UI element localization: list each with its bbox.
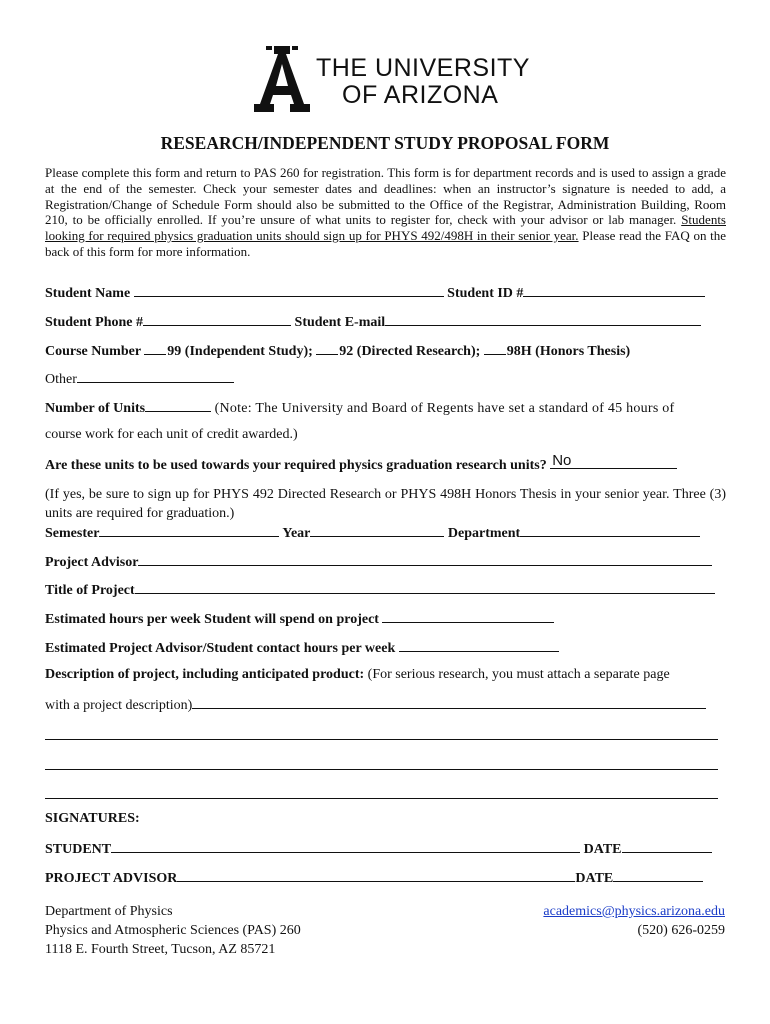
intro-underlined-note: Students looking for required physics graduation units should sign up for PHYS 492/498H in their senior year. [45,212,726,244]
advisor-date-label: DATE [575,871,614,886]
intro-faq: Please read the FAQ on the back of this form for more information. [45,228,726,259]
advisor-date-field[interactable] [613,869,703,882]
student-date-label: DATE [583,842,622,857]
description-field-3[interactable] [45,769,718,770]
description-note-2: with a project description) [45,698,193,713]
description-label: Description of project, including anticipated product: [45,667,365,682]
other-label: Other [45,372,77,387]
row-description [45,667,670,683]
row-est-contact [45,639,559,657]
course-92-blank[interactable] [316,342,338,355]
university-logo [252,44,530,114]
row-semester [45,524,700,542]
row-description-2 [45,696,706,714]
course-number-label: Course Number [45,344,141,359]
row-advisor-signature [45,869,703,887]
description-field-2[interactable] [45,739,718,740]
row-project-advisor [45,553,712,571]
row-number-of-units [45,399,674,417]
grad-units-field[interactable] [550,452,677,469]
student-name-label: Student Name [45,286,131,301]
units-note-line-2: course work for each unit of credit awarded.) [45,427,298,442]
student-id-field[interactable] [523,284,705,297]
description-field-1[interactable] [192,696,706,709]
footer-contact [543,902,725,940]
semester-label: Semester [45,526,100,541]
row-course-number [45,342,630,360]
grad-units-question: Are these units to be used towards your required physics graduation research units? [45,458,547,473]
row-student-signature [45,840,712,858]
course-99-option: 99 (Independent Study); [167,344,313,359]
year-label: Year [282,526,311,541]
footer-address [45,902,301,959]
est-hours-field[interactable] [382,610,554,623]
advisor-signature-field[interactable] [177,869,575,882]
logo-line-1: THE UNIVERSITY [316,54,530,82]
student-id-label: Student ID # [447,286,524,301]
intro-text: Please complete this form and return to PAS 260 for registration. This form is for department records and is used to assign a grade at the end of the semester. Check your semester dates and deadlines: when an instructor’s signature is needed to add, a Registration/Change of Schedule Form should also be submitted to the Office of the Registrar, Administration Building, Room 210, to be officially enrolled. If you’re unsure of what units to register for, check with your advisor or lab manager. [45,165,726,228]
footer-bldg: Physics and Atmospheric Sciences (PAS) 260 [45,923,301,938]
row-title-of-project [45,581,715,599]
footer-dept: Department of Physics [45,904,173,919]
units-note: (Note: The University and Board of Regents have set a standard of 45 hours of [214,401,675,416]
year-field[interactable] [310,524,444,537]
row-grad-units [45,452,677,474]
course-99-blank[interactable] [144,342,166,355]
row-student-phone [45,313,701,331]
course-98h-option: 98H (Honors Thesis) [506,344,631,359]
description-note: (For serious research, you must attach a separate page [367,667,670,682]
grad-units-note: (If yes, be sure to sign up for PHYS 492 Directed Research or PHYS 498H Honors Thesis in your senior year. Three (3) units are required for graduation.) [45,487,726,521]
department-field[interactable] [520,524,700,537]
form-title: RESEARCH/INDEPENDENT STUDY PROPOSAL FORM [160,133,610,153]
student-signature-field[interactable] [111,840,580,853]
arizona-a-logo-icon [252,46,312,112]
project-advisor-field[interactable] [138,553,712,566]
signatures-heading: SIGNATURES: [45,811,140,826]
description-field-4[interactable] [45,798,718,799]
intro-paragraph [45,165,726,260]
row-other [45,370,234,388]
number-of-units-field[interactable] [145,399,211,412]
title-of-project-field[interactable] [135,581,715,594]
grad-units-value: No [552,452,572,469]
est-contact-field[interactable] [399,639,559,652]
title-of-project-label: Title of Project [45,583,135,598]
row-est-hours [45,610,554,628]
course-98h-blank[interactable] [484,342,506,355]
est-hours-label: Estimated hours per week Student will spend on project [45,612,379,627]
student-date-field[interactable] [622,840,712,853]
est-contact-label: Estimated Project Advisor/Student contact hours per week [45,641,396,656]
number-of-units-label: Number of Units [45,401,146,416]
student-name-field[interactable] [134,284,444,297]
course-92-option: 92 (Directed Research); [339,344,481,359]
department-label: Department [447,526,521,541]
row-student-name [45,284,705,302]
other-field[interactable] [77,370,234,383]
student-phone-label: Student Phone # [45,315,144,330]
student-email-label: Student E-mail [294,315,386,330]
student-signature-label: STUDENT [45,842,112,857]
logo-line-2: OF ARIZONA [342,81,499,109]
advisor-signature-label: PROJECT ADVISOR [45,871,178,886]
footer-street: 1118 E. Fourth Street, Tucson, AZ 85721 [45,942,276,957]
student-phone-field[interactable] [143,313,291,326]
project-advisor-label: Project Advisor [45,555,139,570]
semester-field[interactable] [99,524,279,537]
student-email-field[interactable] [385,313,701,326]
footer-phone: (520) 626-0259 [637,923,725,938]
footer-email-link[interactable]: academics@physics.arizona.edu [543,904,725,919]
